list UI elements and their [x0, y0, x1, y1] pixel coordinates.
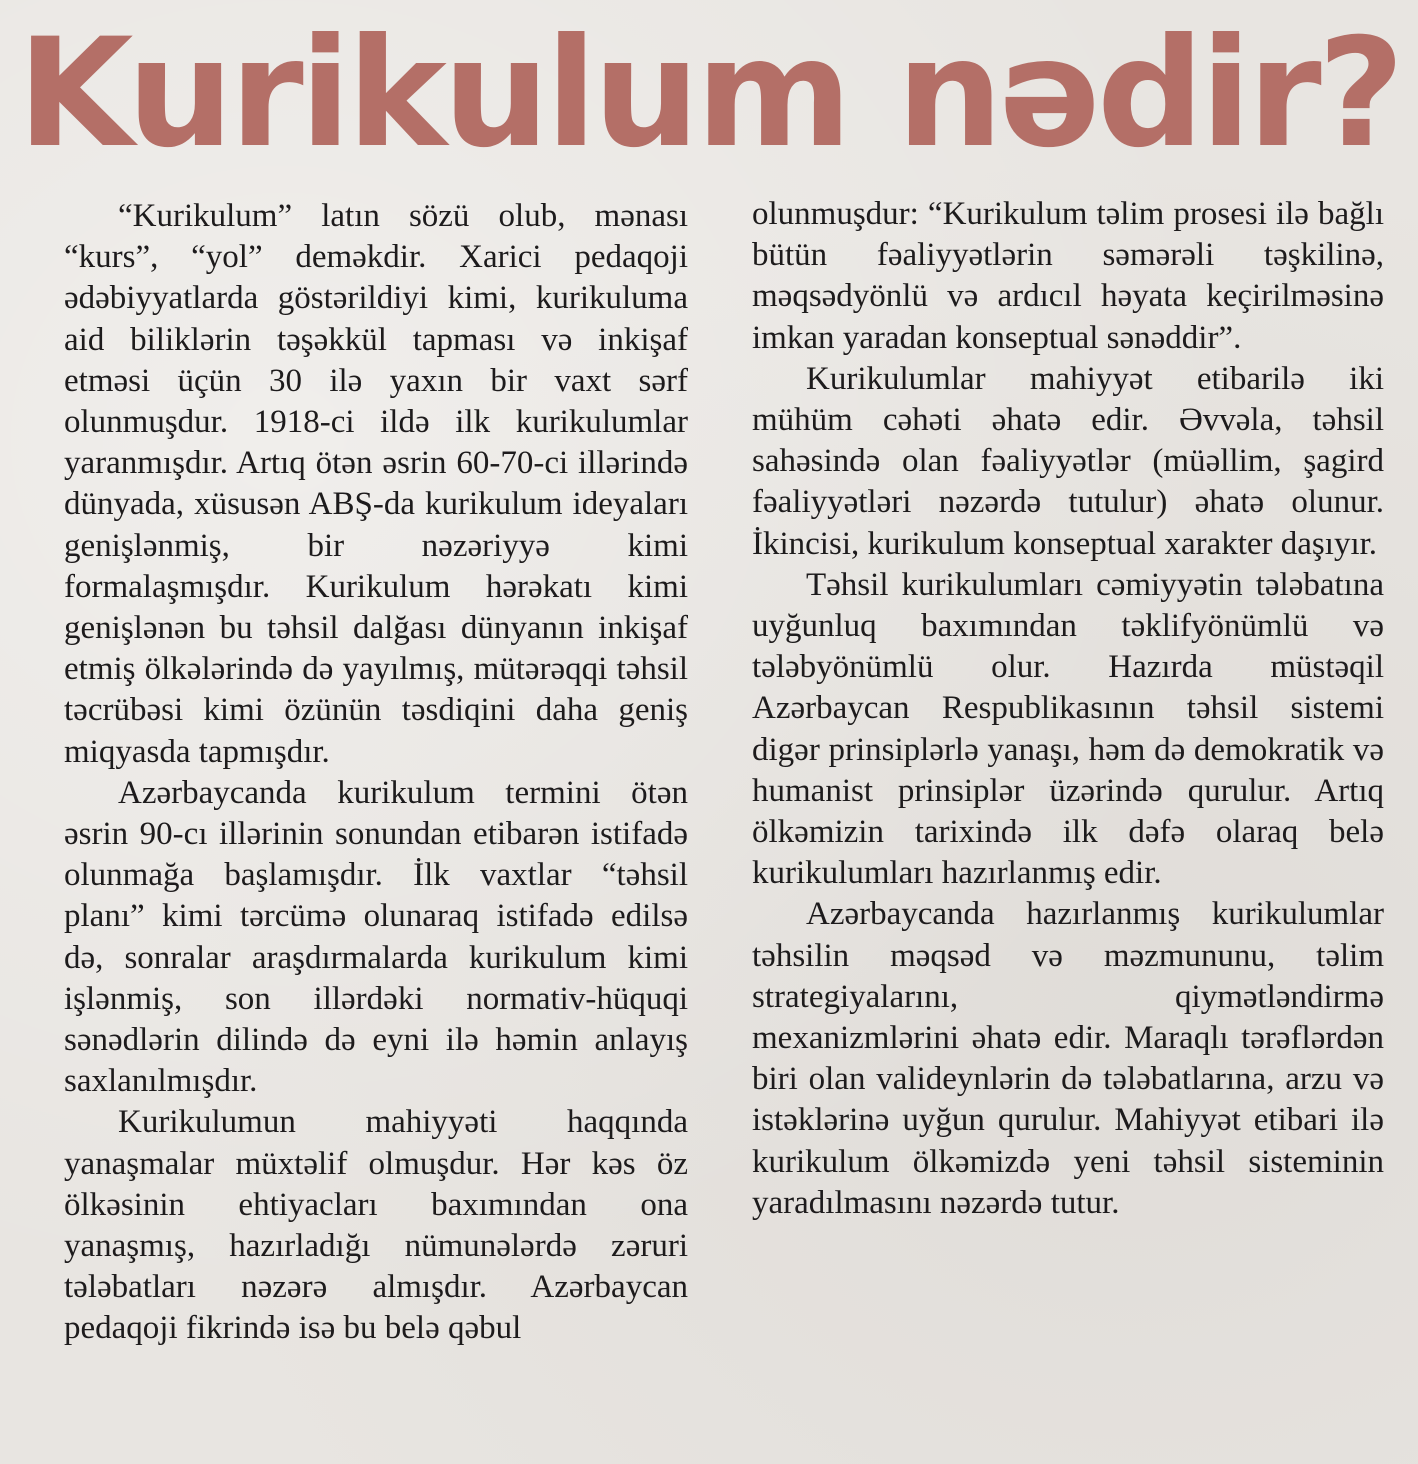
left-column	[64, 196, 688, 1350]
paragraph: Azərbaycanda kurikulum termini ötən əsrin 90-cı illərinin sonundan etibarən istifadə olunmağa başlamışdır. İlk vaxtlar “təhsil planı” kimi tərcümə olunaraq istifadə edilsə də, sonralar araşdırmalarda kurikulum kimi işlənmiş, son illərdəki normativ-hüquqi sənədlərin dilində də eyni ilə həmin anlayış saxlanılmışdır.	[64, 774, 688, 1100]
paragraph: Azərbaycanda hazırlanmış kurikulumlar təhsilin məqsəd və məzmununu, təlim strategiyalarını, qiymətləndirmə mexanizmlərini əhatə edir. Maraqlı tərəflərdən biri olan valideynlərin də tələbatlarına, arzu və istəklərinə uyğun qurulur. Mahiyyət etibari ilə kurikulum ölkəmizdə yeni təhsil sisteminin yaradılmasını nəzərdə tutur.	[752, 896, 1384, 1221]
paragraph: Kurikulumlar mahiyyət etibarilə iki mühüm cəhəti əhatə edir. Əvvəla, təhsil sahəsində olan fəaliyyətlər (müəllim, şagird fəaliyyətləri nəzərdə tutulur) əhatə olunur. İkincisi, kurikulum konseptual xarakter daşıyır.	[752, 360, 1384, 562]
right-column	[752, 194, 1384, 1224]
paragraph: Təhsil kurikulumları cəmiyyətin tələbatına uyğunluq baxımından təklifyönümlü və tələbyönümlü olur. Hazırda müstəqil Azərbaycan Respublikasının təhsil sistemi digər prinsiplərlə yanaşı, həm də demokratik və humanist prinsiplər üzərində qurulur. Artıq ölkəmizin tarixində ilk dəfə olaraq belə kurikulumları hazırlanmış edir.	[752, 566, 1384, 892]
headline: Kurikulum nədir?	[17, 7, 1401, 181]
paragraph: “Kurikulum” latın sözü olub, mənası “kurs”, “yol” deməkdir. Xarici pedaqoji ədəbiyyatlarda göstərildiyi kimi, kurikuluma aid biliklərin təşəkkül tapması və inkişaf etməsi üçün 30 ilə yaxın bir vaxt sərf olunmuşdur. 1918-ci ildə ilk kurikulumlar yaranmışdır. Artıq ötən əsrin 60-70-ci illərində dünyada, xüsusən ABŞ-da kurikulum ideyaları genişlənmiş, bir nəzəriyyə kimi formalaşmışdır. Kurikulum hərəkatı kimi genişlənən bu təhsil dalğası dünyanın inkişaf etmiş ölkələrində də yayılmış, mütərəqqi təhsil təcrübəsi kimi özünün təsdiqini daha geniş miqyasda tapmışdır.	[64, 198, 688, 770]
paragraph: olunmuşdur: “Kurikulum təlim prosesi ilə bağlı bütün fəaliyyətlərin səmərəli təşkilinə, məqsədyönlü və ardıcıl həyata keçirilməsinə imkan yaradan konseptual sənəddir”.	[752, 196, 1384, 356]
paragraph: Kurikulumun mahiyyəti haqqında yanaşmalar müxtəlif olmuşdur. Hər kəs öz ölkəsinin ehtiyacları baxımından ona yanaşmış, hazırladığı nümunələrdə zəruri tələbatları nəzərə almışdır. Azərbaycan pedaqoji fikrində isə bu belə qəbul	[64, 1104, 688, 1347]
